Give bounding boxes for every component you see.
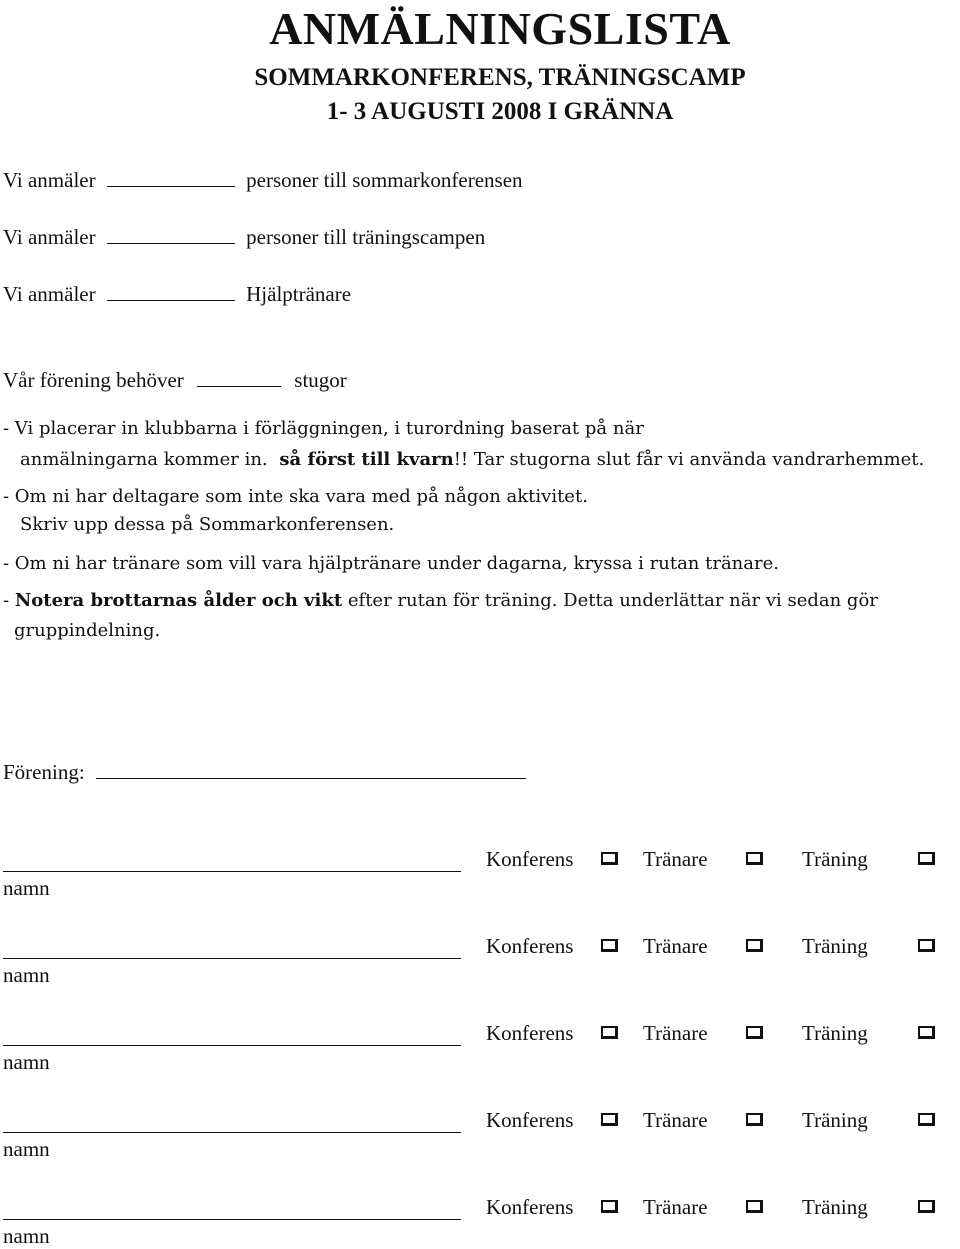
coach-option-label: Tränare: [643, 1108, 708, 1132]
conference-option-label: Konferens: [486, 1108, 574, 1132]
cabins-suffix: stugor: [294, 368, 347, 392]
training-checkbox[interactable]: [918, 1026, 935, 1039]
note-placement-line1: - Vi placerar in klubbarna i förläggningen, i turordning baserat på när: [3, 418, 644, 439]
note-text: efter rutan för träning. Detta underlättar när vi sedan gör: [342, 590, 878, 611]
registration-prefix: Vi anmäler: [3, 282, 96, 306]
club-row: [3, 760, 526, 785]
training-checkbox[interactable]: [918, 939, 935, 952]
conference-option-label: Konferens: [486, 1195, 574, 1219]
participant-name-field[interactable]: [3, 1132, 461, 1133]
training-option-label: Träning: [802, 1021, 868, 1045]
participant-name-field[interactable]: [3, 1219, 461, 1220]
participant-name-label: namn: [3, 963, 50, 987]
conference-option-label: Konferens: [486, 1021, 574, 1045]
conference-option-label: Konferens: [486, 847, 574, 871]
registration-suffix: Hjälptränare: [246, 282, 352, 306]
participant-name-field[interactable]: [3, 958, 461, 959]
cabins-prefix: Vår förening behöver: [3, 368, 184, 392]
coach-checkbox[interactable]: [746, 1200, 763, 1213]
conference-checkbox[interactable]: [601, 1026, 618, 1039]
note-age-weight-line1: [3, 590, 878, 611]
registration-prefix: Vi anmäler: [3, 168, 96, 192]
note-placement-line2: [20, 449, 924, 470]
coach-option-label: Tränare: [643, 1195, 708, 1219]
training-checkbox[interactable]: [918, 1113, 935, 1126]
note-assistant-coach: - Om ni har tränare som vill vara hjälptränare under dagarna, kryssa i rutan tränare.: [3, 553, 779, 574]
training-option-label: Träning: [802, 847, 868, 871]
registration-row-camp: [3, 225, 485, 250]
note-inactive-line1: - Om ni har deltagare som inte ska vara med på någon aktivitet.: [3, 486, 588, 507]
participant-name-label: namn: [3, 1137, 50, 1161]
note-text: anmälningarna kommer in.: [20, 449, 268, 470]
registration-prefix: Vi anmäler: [3, 225, 96, 249]
conference-checkbox[interactable]: [601, 1113, 618, 1126]
registration-row-conference: [3, 168, 523, 193]
participant-name-label: namn: [3, 1224, 50, 1248]
coach-checkbox[interactable]: [746, 939, 763, 952]
coach-checkbox[interactable]: [746, 1113, 763, 1126]
registration-suffix: personer till sommarkonferensen: [246, 168, 523, 192]
coach-checkbox[interactable]: [746, 1026, 763, 1039]
training-checkbox[interactable]: [918, 852, 935, 865]
coach-option-label: Tränare: [643, 934, 708, 958]
training-option-label: Träning: [802, 1108, 868, 1132]
participant-name-field[interactable]: [3, 1045, 461, 1046]
registration-row-cabins: [3, 368, 347, 393]
coach-option-label: Tränare: [643, 847, 708, 871]
coach-checkbox[interactable]: [746, 852, 763, 865]
participant-name-label: namn: [3, 1050, 50, 1074]
registration-suffix: personer till träningscampen: [246, 225, 486, 249]
page-title: ANMÄLNINGSLISTA: [269, 3, 731, 54]
conference-checkbox[interactable]: [601, 852, 618, 865]
note-text-b: !! Tar stugorna slut får vi använda vandrarhemmet.: [453, 449, 925, 470]
note-inactive-line2: Skriv upp dessa på Sommarkonferensen.: [20, 514, 395, 535]
assistant-coach-count-field[interactable]: [107, 282, 235, 301]
registration-row-assistant-coaches: [3, 282, 351, 307]
coach-option-label: Tränare: [643, 1021, 708, 1045]
conference-checkbox[interactable]: [601, 1200, 618, 1213]
note-dash: -: [3, 590, 15, 611]
page-subtitle-line1: SOMMARKONFERENS, TRÄNINGSCAMP: [254, 64, 746, 91]
training-option-label: Träning: [802, 934, 868, 958]
club-label: Förening:: [3, 760, 85, 784]
camp-count-field[interactable]: [107, 225, 235, 244]
participant-name-label: namn: [3, 876, 50, 900]
training-checkbox[interactable]: [918, 1200, 935, 1213]
note-emphasis: Notera brottarnas ålder och vikt: [14, 590, 343, 611]
note-age-weight-line2: gruppindelning.: [14, 620, 161, 641]
note-emphasis: så först till kvarn: [279, 449, 454, 470]
conference-checkbox[interactable]: [601, 939, 618, 952]
participant-name-field[interactable]: [3, 871, 461, 872]
conference-count-field[interactable]: [107, 168, 235, 187]
cabins-count-field[interactable]: [197, 368, 281, 387]
club-name-field[interactable]: [96, 760, 526, 779]
conference-option-label: Konferens: [486, 934, 574, 958]
page-subtitle-line2: 1- 3 AUGUSTI 2008 I GRÄNNA: [326, 98, 674, 125]
training-option-label: Träning: [802, 1195, 868, 1219]
